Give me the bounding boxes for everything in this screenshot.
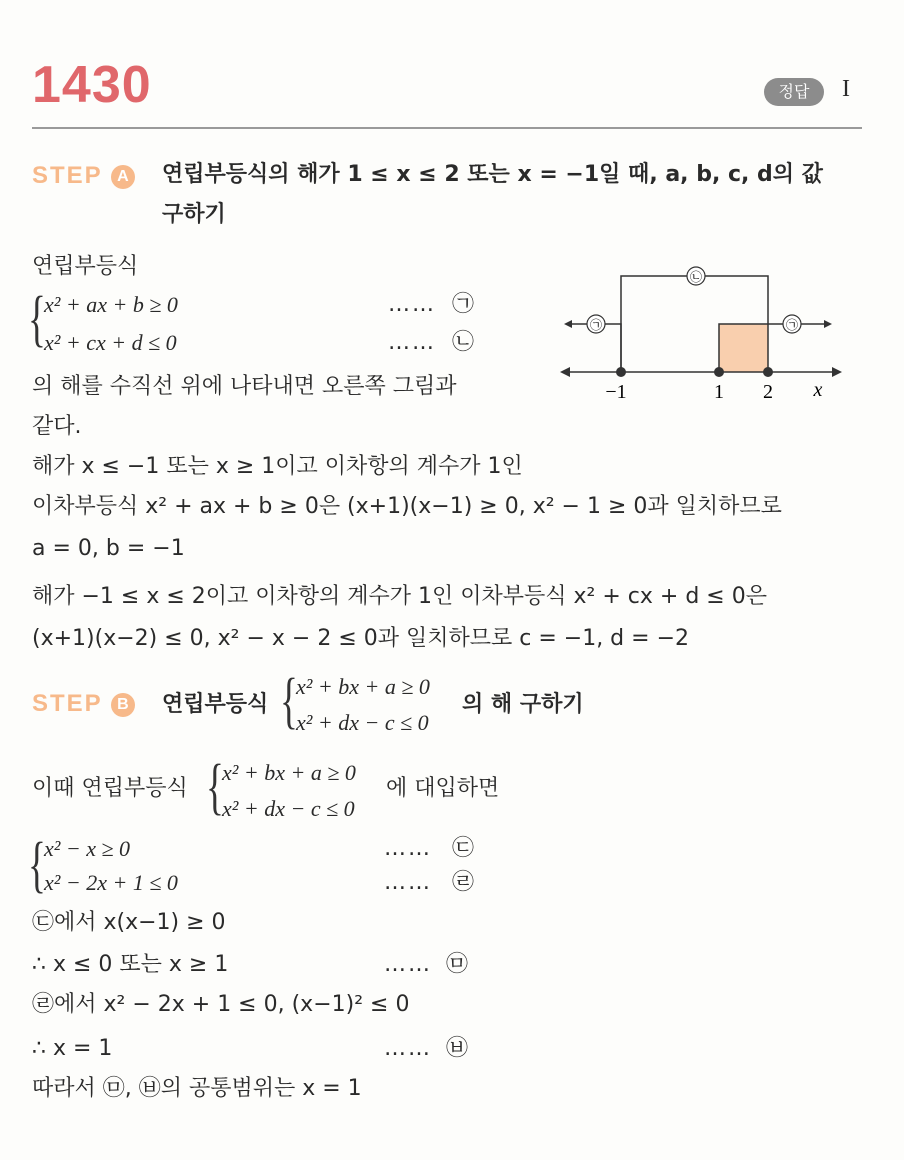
label-b: ㉡ (689, 270, 703, 284)
solution-line-1: ㉢에서 x(x−1) ≥ 0 (32, 910, 226, 935)
axis-left-arrow (560, 367, 570, 377)
solution-line-5: 따라서 ㉤, ㉥의 공통범위는 x = 1 (32, 1076, 362, 1101)
solution-line-2: ∴ x ≤ 0 또는 x ≥ 1 (32, 952, 229, 977)
inequality-4: x² − 2x + 1 ≤ 0 (44, 870, 178, 895)
step-a-label (32, 162, 135, 190)
step-b-title-prefix: 연립부등식 (162, 692, 269, 717)
intro-text: 연립부등식 (32, 254, 139, 279)
paragraph-line-5: a = 0, b = −1 (32, 536, 185, 561)
point-2 (763, 367, 773, 377)
step-b-intro-suffix: 에 대입하면 (386, 776, 500, 801)
step-b-intro-sys-1: x² + bx + a ≥ 0 (222, 760, 356, 785)
step-a-badge: A (111, 165, 135, 189)
paragraph-line-3: 해가 x ≤ −1 또는 x ≥ 1이고 이차항의 계수가 1인 (32, 454, 523, 479)
step-a-text: STEP (32, 162, 103, 189)
answer-value: I (842, 76, 850, 102)
step-b-system-1: x² + bx + a ≥ 0 (296, 674, 430, 699)
step-b-title-suffix: 의 해 구하기 (462, 692, 584, 717)
step-b-text: STEP (32, 690, 103, 717)
label-a-left: ㉠ (589, 318, 603, 332)
problem-number: 1430 (32, 56, 152, 114)
label-a-right: ㉠ (785, 318, 799, 332)
mark-5: ㉤ (446, 952, 469, 977)
mark-6: ㉥ (446, 1036, 469, 1061)
step-a-title: 연립부등식의 해가 1 ≤ x ≤ 2 또는 x = −1일 때, a, b, c, d의 값 (162, 162, 823, 187)
dots-4: …… (384, 870, 432, 895)
system-brace-2: { (28, 831, 46, 899)
axis-variable: x (813, 379, 823, 401)
axis-right-arrow (832, 367, 842, 377)
step-b-brace: { (280, 667, 298, 735)
inequality-1: x² + ax + b ≥ 0 (44, 292, 178, 317)
paragraph-line-7: (x+1)(x−2) ≤ 0, x² − x − 2 ≤ 0과 일치하므로 c = −1, d = −2 (32, 626, 689, 651)
step-b-intro: 이때 연립부등식 (32, 776, 188, 801)
point-1 (714, 367, 724, 377)
system-brace: { (28, 285, 46, 353)
step-b-intro-sys-2: x² + dx − c ≤ 0 (222, 796, 355, 821)
tick-minus-1: −1 (605, 381, 627, 402)
mark-4: ㉣ (452, 870, 475, 895)
paragraph-line-2: 같다. (32, 414, 82, 439)
paragraph-line-1: 의 해를 수직선 위에 나타내면 오른쪽 그림과 (32, 374, 457, 399)
step-a-title-2: 구하기 (162, 202, 226, 227)
shaded-region (719, 324, 768, 372)
dots-2: …… (388, 330, 436, 355)
step-b-system-2: x² + dx − c ≤ 0 (296, 710, 429, 735)
mark-3: ㉢ (452, 836, 475, 861)
bracket-a-left-arrow (564, 320, 572, 328)
header-divider (32, 127, 862, 129)
paragraph-line-4: 이차부등식 x² + ax + b ≥ 0은 (x+1)(x−1) ≥ 0, x² − 1 ≥ 0과 일치하므로 (32, 494, 782, 519)
mark-2: ㉡ (452, 330, 475, 355)
tick-1: 1 (714, 381, 724, 402)
step-b-intro-brace: { (206, 753, 224, 821)
solution-line-3: ㉣에서 x² − 2x + 1 ≤ 0, (x−1)² ≤ 0 (32, 992, 410, 1017)
step-b-badge: B (111, 693, 135, 717)
dots-5: …… (384, 952, 432, 977)
mark-1: ㉠ (452, 292, 475, 317)
number-line-figure (556, 262, 846, 402)
point-minus-1 (616, 367, 626, 377)
dots-3: …… (384, 836, 432, 861)
tick-2: 2 (763, 381, 773, 402)
inequality-2: x² + cx + d ≤ 0 (44, 330, 177, 355)
solution-line-4: ∴ x = 1 (32, 1036, 113, 1061)
answer-badge: 정답 (764, 78, 824, 106)
bracket-a-right-arrow (824, 320, 832, 328)
inequality-3: x² − x ≥ 0 (44, 836, 131, 861)
paragraph-line-6: 해가 −1 ≤ x ≤ 2이고 이차항의 계수가 1인 이차부등식 x² + cx + d ≤ 0은 (32, 584, 767, 609)
dots-6: …… (384, 1036, 432, 1061)
dots-1: …… (388, 292, 436, 317)
step-b-label (32, 690, 135, 718)
